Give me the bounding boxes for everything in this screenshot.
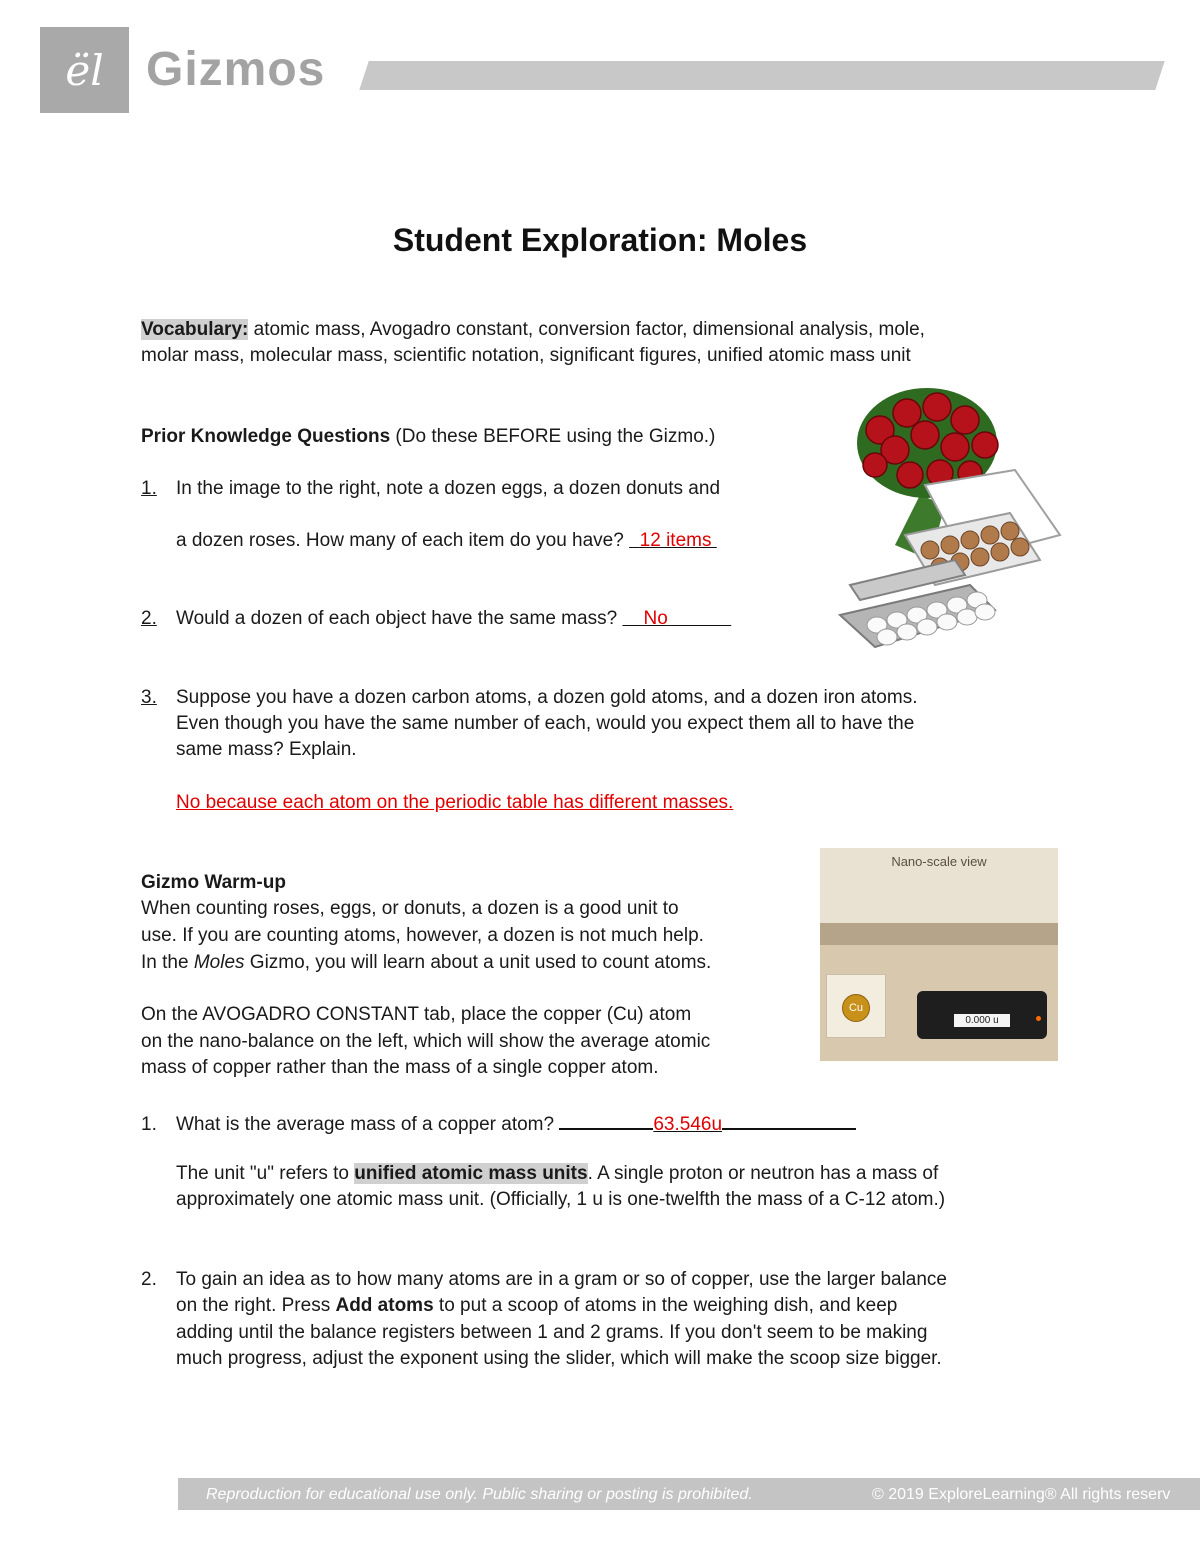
balance-readout: 0.000 u — [954, 1014, 1010, 1027]
warmup-q2-text-4: much progress, adjust the exponent using the slider, which will make the scoop size bigger. — [176, 1348, 942, 1369]
warmup-q1-note-bold: unified atomic mass units — [354, 1163, 588, 1184]
vocabulary-label: Vocabulary: — [141, 319, 249, 340]
warmup-p2-line-2: on the nano-balance on the left, which will show the average atomic — [141, 1031, 711, 1052]
warmup-q2-line-2 — [176, 1293, 897, 1320]
vocabulary-line-1 — [141, 317, 925, 344]
warmup-q2-number: 2. — [141, 1269, 157, 1290]
prior-q1-text-1: In the image to the right, note a dozen eggs, a dozen donuts and — [176, 478, 721, 499]
warmup-q1-note-b: . A single proton or neutron has a mass of — [587, 1163, 939, 1184]
prior-q1-answer: 12 items — [639, 530, 712, 551]
warmup-p1-italic: Moles — [193, 952, 245, 973]
prior-q2-line — [141, 606, 731, 633]
warmup-p1-3a: In the — [141, 952, 194, 973]
warmup-q1-note-a: The unit "u" refers to — [176, 1163, 355, 1184]
copper-atom-icon: Cu — [842, 994, 870, 1022]
warmup-heading: Gizmo Warm-up — [141, 872, 286, 893]
gizmos-brand: Gizmos — [146, 43, 326, 96]
prior-q3-text-1: Suppose you have a dozen carbon atoms, a dozen gold atoms, and a dozen iron atoms. — [176, 687, 918, 708]
warmup-q2-line-1 — [141, 1267, 947, 1294]
vocabulary-terms-1: atomic mass, Avogadro constant, conversion factor, dimensional analysis, mole, — [248, 319, 925, 340]
footer-reproduction-notice: Reproduction for educational use only. Public sharing or posting is prohibited. — [206, 1486, 753, 1503]
warmup-q1-blank-left — [559, 1108, 653, 1130]
prior-q1-line-2 — [176, 528, 717, 555]
warmup-q1-number: 1. — [141, 1114, 157, 1135]
prior-q3-text-2: Even though you have the same number of each, would you expect them all to have the — [176, 713, 915, 734]
prior-q1-number: 1. — [141, 478, 157, 499]
warmup-q1-blank-right — [722, 1108, 856, 1130]
prior-q2-number: 2. — [141, 608, 157, 629]
warmup-q2-text-1: To gain an idea as to how many atoms are in a gram or so of copper, use the larger balance — [176, 1269, 948, 1290]
warmup-q1-line — [141, 1108, 856, 1139]
prior-q3-line-1 — [141, 685, 917, 712]
prior-q1-text-2: a dozen roses. How many of each item do you have? — [176, 530, 630, 551]
vocabulary-terms-2: molar mass, molecular mass, scientific notation, significant figures, unified atomic mass unit — [141, 345, 911, 366]
page-title: Student Exploration: Moles — [392, 222, 808, 258]
warmup-q1-note-2: approximately one atomic mass unit. (Officially, 1 u is one-twelfth the mass of a C-12 atom.) — [176, 1189, 946, 1210]
footer-copyright: © 2019 ExploreLearning® All rights reserv — [872, 1486, 1171, 1503]
nano-scale-view-image — [820, 848, 1058, 1061]
warmup-p1-line-2: use. If you are counting atoms, however, a dozen is not much help. — [141, 925, 704, 946]
warmup-p1-line-1: When counting roses, eggs, or donuts, a dozen is a good unit to — [141, 898, 679, 919]
nano-scale-label: Nano-scale view — [891, 854, 987, 869]
prior-heading-note: (Do these BEFORE using the Gizmo.) — [390, 426, 716, 447]
warmup-p2-line-3: mass of copper rather than the mass of a single copper atom. — [141, 1057, 659, 1078]
prior-q3-text-3: same mass? Explain. — [176, 739, 357, 760]
prior-knowledge-heading — [141, 424, 715, 451]
header-bar — [359, 61, 1164, 90]
prior-q3-number: 3. — [141, 687, 157, 708]
prior-heading-bold: Prior Knowledge Questions — [141, 426, 391, 447]
prior-q1-line-1 — [141, 476, 720, 503]
warmup-q1-text: What is the average mass of a copper atom? — [176, 1114, 560, 1135]
balance-led-icon — [1036, 1016, 1041, 1021]
warmup-p1-line-3 — [141, 950, 711, 977]
warmup-q2-bold: Add atoms — [335, 1295, 434, 1316]
warmup-p2-line-1: On the AVOGADRO CONSTANT tab, place the copper (Cu) atom — [141, 1004, 692, 1025]
prior-q3-answer: No because each atom on the periodic table has different masses. — [176, 792, 734, 813]
warmup-q2-2b: to put a scoop of atoms in the weighing dish, and keep — [433, 1295, 898, 1316]
warmup-q2-text-3: adding until the balance registers between 1 and 2 grams. If you don't seem to be making — [176, 1322, 928, 1343]
explorelearning-logo-icon: ël — [65, 45, 104, 95]
warmup-q1-answer: 63.546u — [653, 1114, 723, 1135]
warmup-q2-2a: on the right. Press — [176, 1295, 336, 1316]
prior-q2-text: Would a dozen of each object have the same mass? — [176, 608, 623, 629]
prior-q2-answer: No — [643, 608, 668, 629]
dozen-items-illustration — [835, 385, 1065, 660]
warmup-q1-note-1 — [176, 1161, 938, 1188]
warmup-p1-3b: Gizmo, you will learn about a unit used to count atoms. — [244, 952, 712, 973]
